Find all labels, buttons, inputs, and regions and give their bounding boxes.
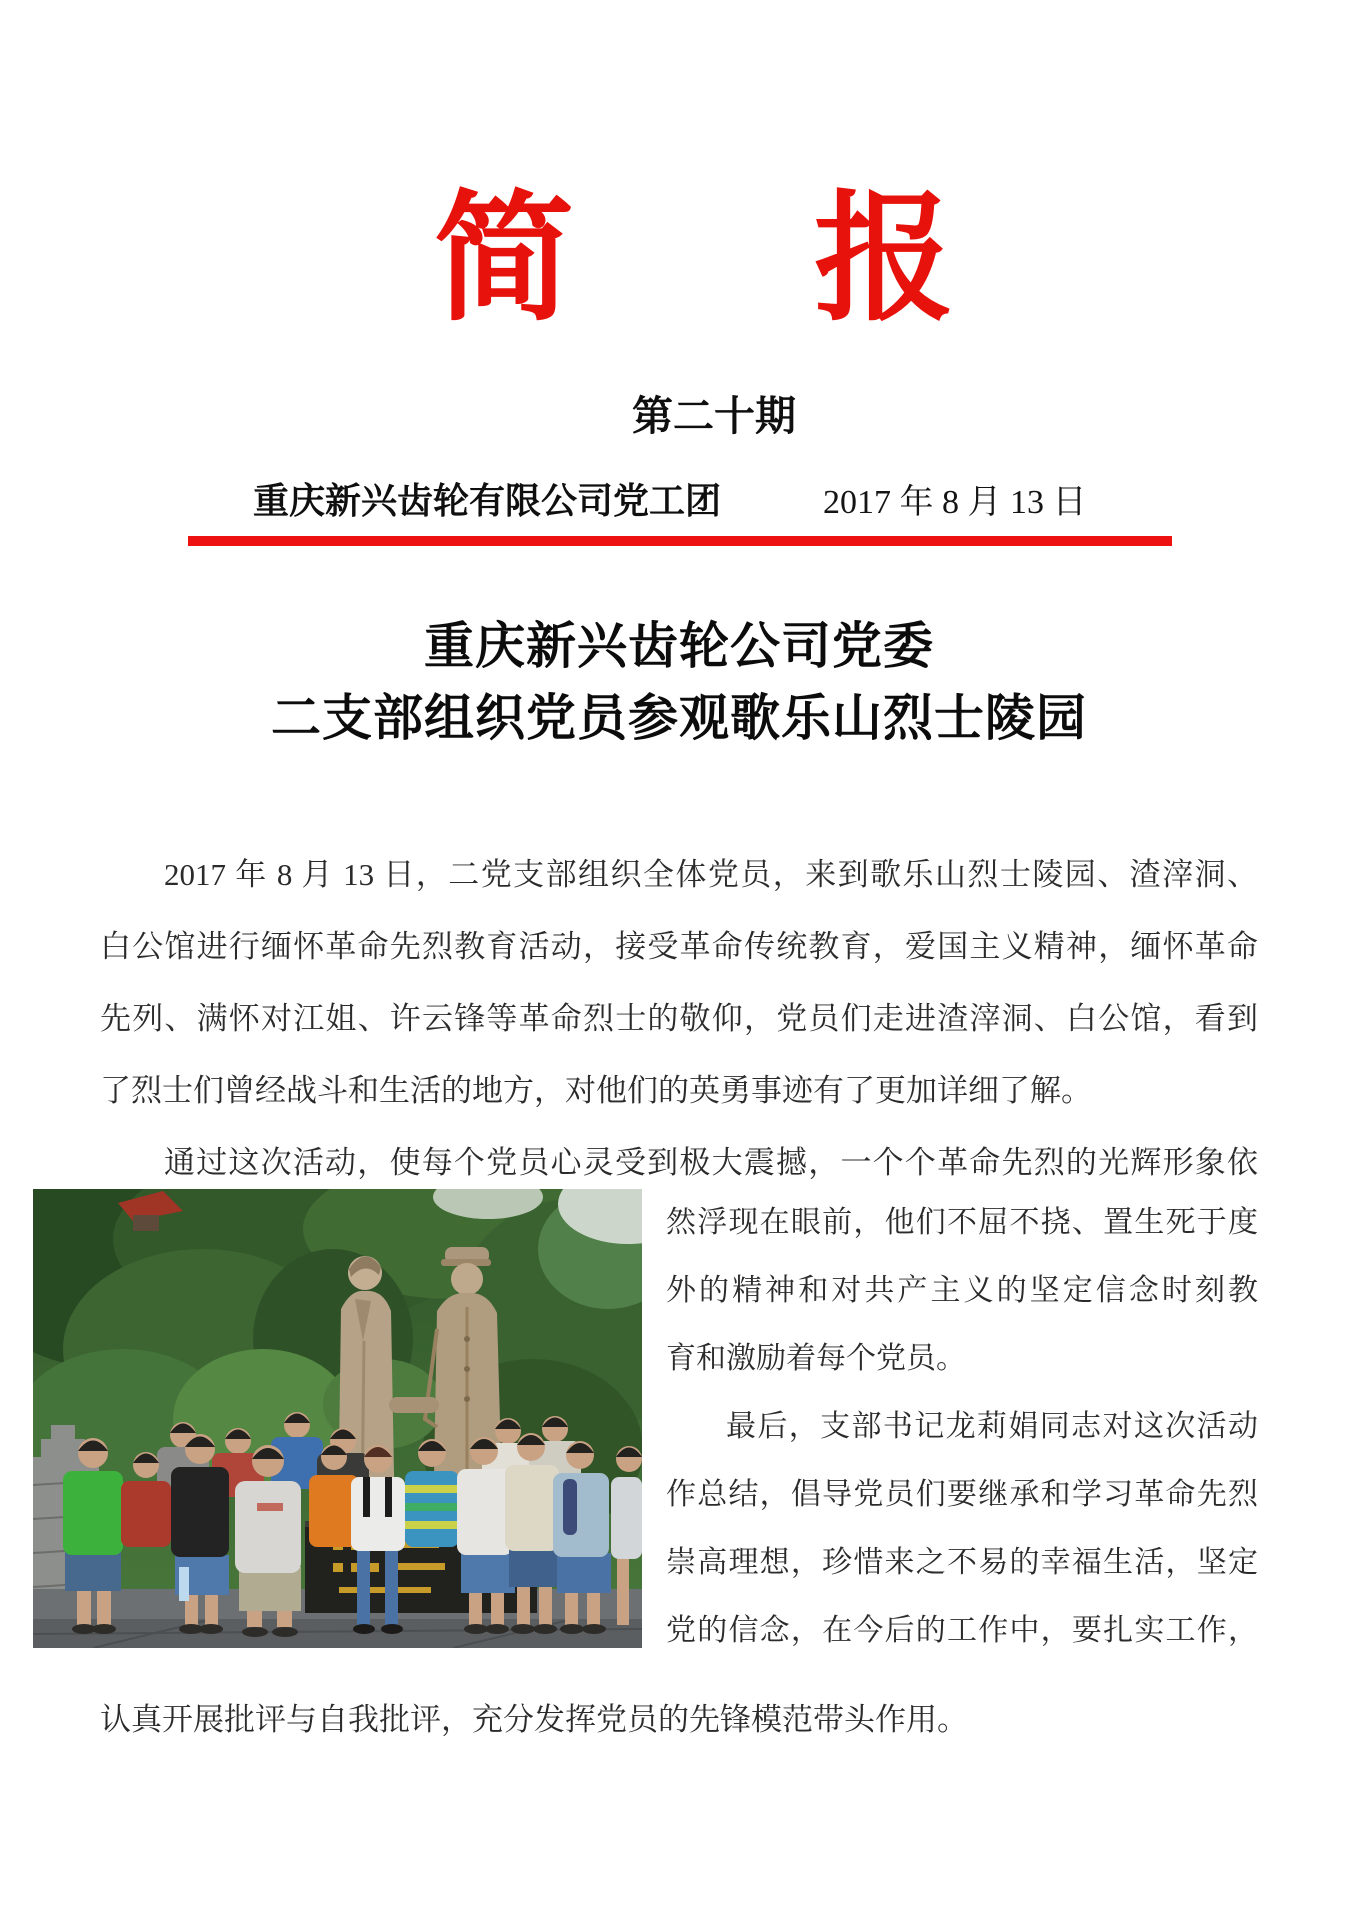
- photo-text-wrap: [100, 1189, 1258, 1665]
- headline-line-1: 重庆新兴齿轮公司党委: [424, 618, 934, 674]
- headline-line-2: 二支部组织党员参观歌乐山烈士陵园: [271, 690, 1087, 746]
- masthead-byline: [0, 478, 1358, 526]
- group-photo: [33, 1189, 642, 1648]
- article-body: [100, 839, 1258, 1756]
- masthead-title-char-jian: 简: [433, 177, 574, 341]
- body-line: 然浮现在眼前，他们不屈不挠、置生死于度: [666, 1206, 1258, 1239]
- body-line: 外的精神和对共产主义的坚定信念时刻教: [666, 1274, 1258, 1307]
- masthead-title-char-bao: 报: [814, 177, 955, 341]
- organization-name: 重庆新兴齿轮有限公司党工团: [253, 480, 722, 521]
- body-line: 最后，支部书记龙莉娟同志对这次活动: [726, 1410, 1258, 1443]
- body-line: 了烈士们曾经战斗和生活的地方，对他们的英勇事迹有了更加详细了解。: [100, 1073, 1092, 1108]
- body-line: 育和激励着每个党员。: [666, 1342, 966, 1375]
- issue-date: 2017 年 8 月 13 日: [823, 484, 1087, 521]
- body-line: 党的信念，在今后的工作中，要扎实工作，: [666, 1614, 1258, 1647]
- wrapped-text-column: [666, 1189, 1258, 1665]
- body-line: 崇高理想，珍惜来之不易的幸福生活，坚定: [666, 1546, 1258, 1579]
- body-line: 认真开展批评与自我批评，充分发挥党员的先锋模范带头作用。: [100, 1702, 968, 1737]
- body-line: 作总结，倡导党员们要继承和学习革命先烈: [666, 1478, 1258, 1511]
- issue-label: 第二十期: [632, 393, 796, 439]
- masthead-title: [15, 177, 1358, 341]
- red-divider-rule: [188, 536, 1172, 546]
- body-line: 先列、满怀对江姐、许云锋等革命烈士的敬仰，党员们走进渣滓洞、白公馆，看到: [100, 1001, 1258, 1036]
- body-line: 通过这次活动，使每个党员心灵受到极大震撼，一个个革命先烈的光辉形象依: [164, 1145, 1258, 1180]
- body-line: 白公馆进行缅怀革命先烈教育活动，接受革命传统教育，爱国主义精神，缅怀革命: [100, 929, 1258, 964]
- body-line: 2017 年 8 月 13 日，二党支部组织全体党员，来到歌乐山烈士陵园、渣滓洞、: [164, 857, 1258, 892]
- article-headline: [0, 610, 1358, 754]
